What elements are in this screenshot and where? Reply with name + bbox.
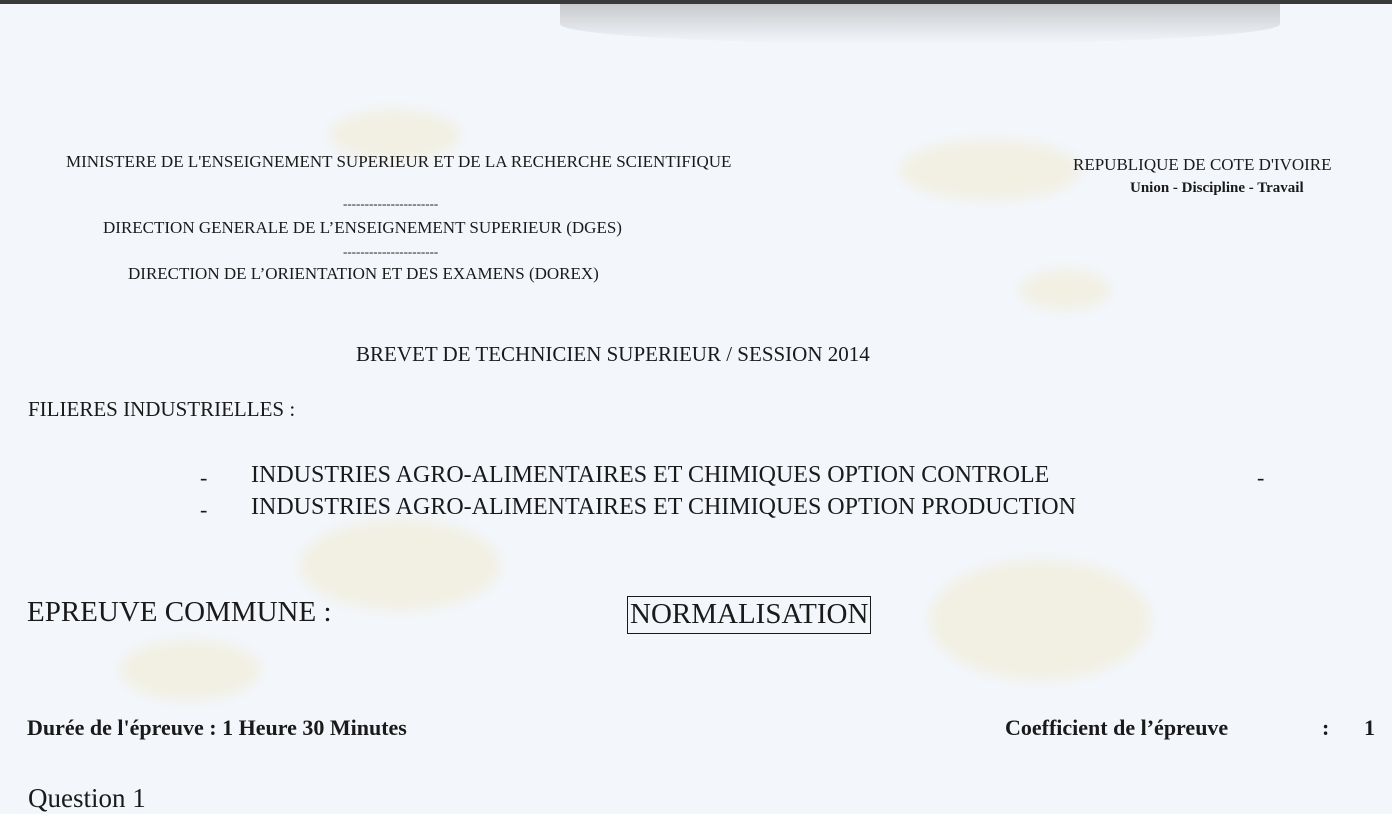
coefficient-value: 1: [1364, 715, 1375, 740]
coefficient-label: Coefficient de l’épreuve: [1005, 715, 1229, 740]
republic-motto: Union - Discipline - Travail: [1130, 180, 1304, 196]
exam-title: BREVET DE TECHNICIEN SUPERIEUR / SESSION 2014: [356, 342, 870, 366]
dges-heading: DIRECTION GENERALE DE L’ENSEIGNEMENT SUPERIEUR (DGES): [103, 218, 622, 237]
epreuve-label: EPREUVE COMMUNE :: [27, 596, 332, 628]
option-item: INDUSTRIES AGRO-ALIMENTAIRES ET CHIMIQUES OPTION CONTROLE: [251, 462, 1050, 488]
coefficient-separator: :: [1322, 715, 1330, 740]
dorex-heading: DIRECTION DE L’ORIENTATION ET DES EXAMENS (DOREX): [128, 264, 599, 283]
question-heading: Question 1: [28, 783, 146, 813]
option-trailing-dash: -: [1257, 465, 1265, 490]
ministry-heading: MINISTERE DE L'ENSEIGNEMENT SUPERIEUR ET DE LA RECHERCHE SCIENTIFIQUE: [66, 152, 732, 171]
stain: [930, 560, 1150, 680]
separator-line: ----------------------: [343, 196, 439, 211]
option-bullet: -: [200, 497, 208, 522]
separator-line: ----------------------: [343, 244, 439, 259]
stain: [900, 140, 1080, 200]
option-item: INDUSTRIES AGRO-ALIMENTAIRES ET CHIMIQUES OPTION PRODUCTION: [251, 494, 1076, 520]
option-bullet: -: [200, 465, 208, 490]
republic-heading: REPUBLIQUE DE COTE D'IVOIRE: [1073, 155, 1332, 174]
subject-box: NORMALISATION: [627, 596, 871, 634]
stain: [120, 640, 260, 700]
duration-text: Durée de l'épreuve : 1 Heure 30 Minutes: [27, 715, 407, 740]
filieres-label: FILIERES INDUSTRIELLES :: [28, 397, 296, 421]
stain: [1020, 270, 1110, 310]
scan-shadow: [560, 4, 1280, 44]
